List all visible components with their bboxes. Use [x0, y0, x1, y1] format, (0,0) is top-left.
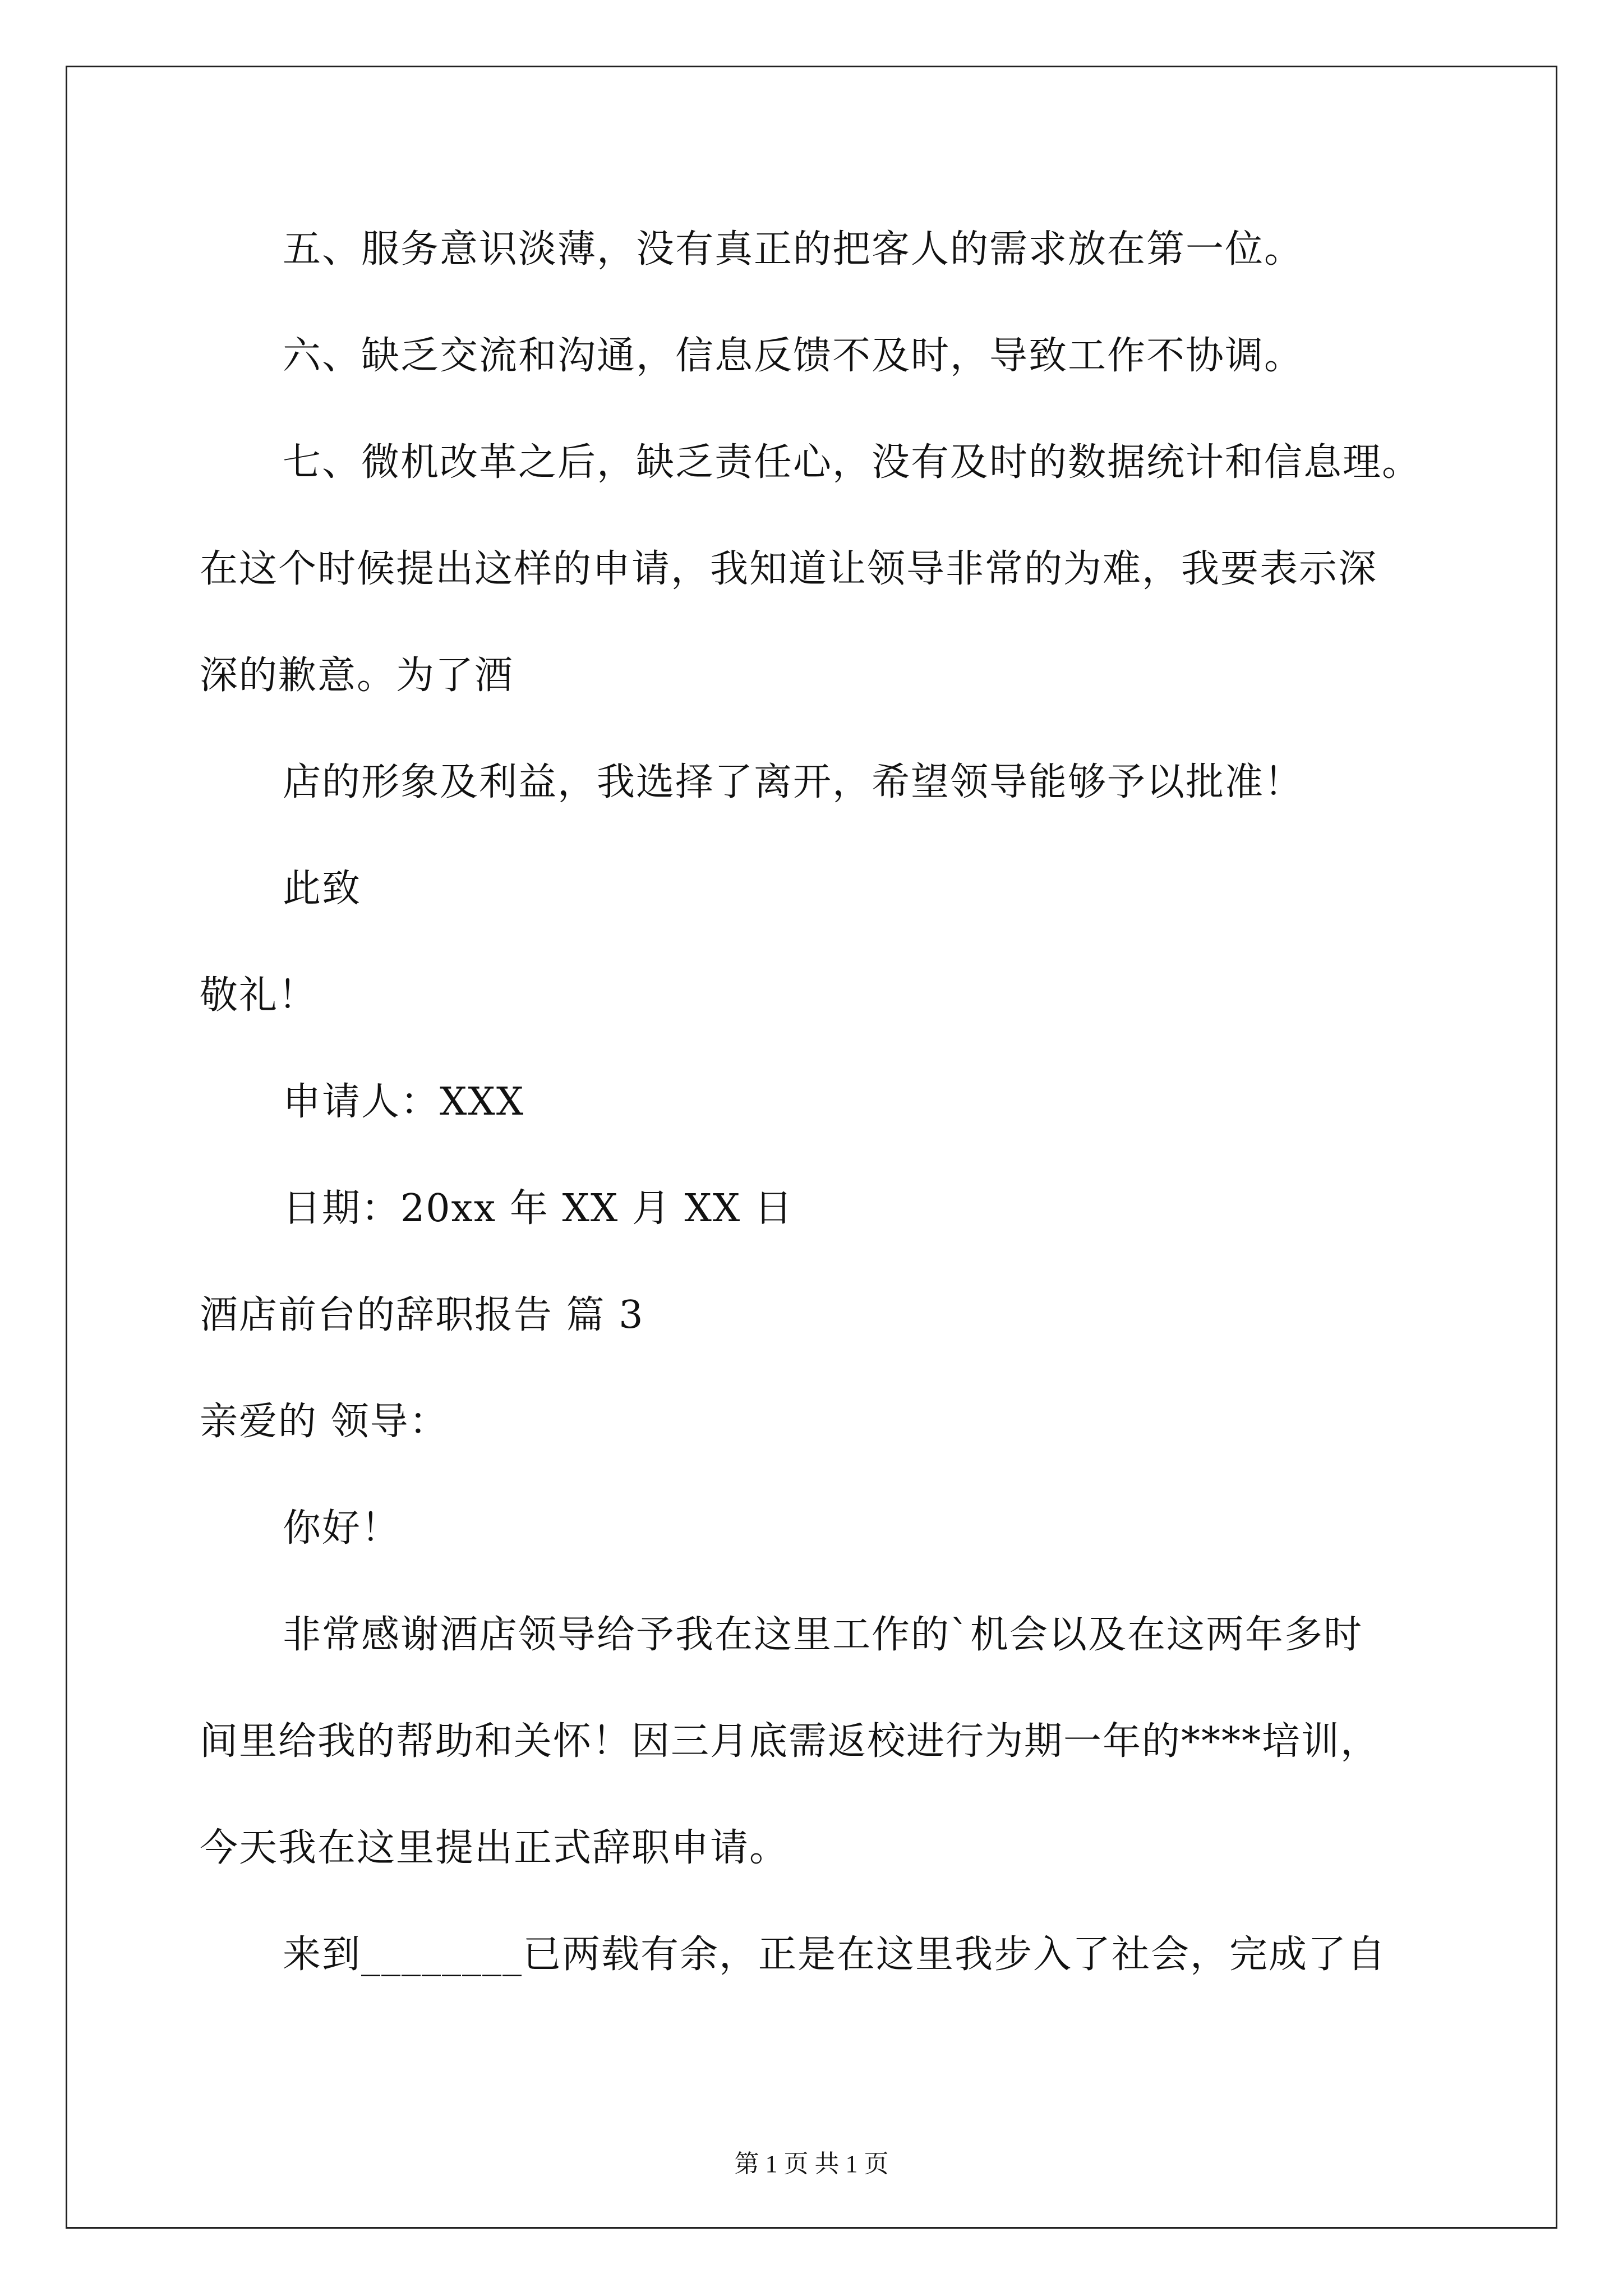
regards-line: 敬礼！ [200, 973, 318, 1018]
date-line: 日期：20xx 年 XX 月 XX 日 [283, 1186, 794, 1231]
paragraph-line-14: 非常感谢酒店领导给予我在这里工作的`机会以及在这两年多时 [283, 1613, 1363, 1657]
paragraph-line-15: 间里给我的帮助和关怀！因三月底需返校进行为期一年的****培训， [200, 1719, 1380, 1764]
paragraph-line-4: 在这个时候提出这样的申请，我知道让领导非常的为难，我要表示深 [200, 547, 1378, 591]
paragraph-line-3: 七、微机改革之后，缺乏责任心，没有及时的数据统计和信息理。 [283, 440, 1422, 485]
hello-line: 你好！ [283, 1506, 401, 1550]
paragraph-line-5: 深的歉意。为了酒 [200, 654, 514, 698]
salutation-line: 此致 [283, 867, 362, 911]
paragraph-line-6: 店的形象及利益，我选择了离开，希望领导能够予以批准！ [283, 760, 1304, 804]
page-border [66, 66, 1557, 2229]
paragraph-line-1: 五、服务意识淡薄，没有真正的把客人的需求放在第一位。 [283, 227, 1304, 272]
applicant-line: 申请人：XXX [283, 1080, 525, 1124]
section-heading: 酒店前台的辞职报告 篇 3 [200, 1293, 644, 1337]
greeting-line: 亲爱的 领导： [200, 1400, 449, 1444]
paragraph-line-16: 今天我在这里提出正式辞职申请。 [200, 1826, 789, 1870]
page-footer: 第 1 页 共 1 页 [734, 2150, 889, 2178]
paragraph-line-2: 六、缺乏交流和沟通，信息反馈不及时，导致工作不协调。 [283, 334, 1304, 378]
paragraph-line-17: 来到________已两载有余，正是在这里我步入了社会，完成了自 [283, 1932, 1387, 1977]
